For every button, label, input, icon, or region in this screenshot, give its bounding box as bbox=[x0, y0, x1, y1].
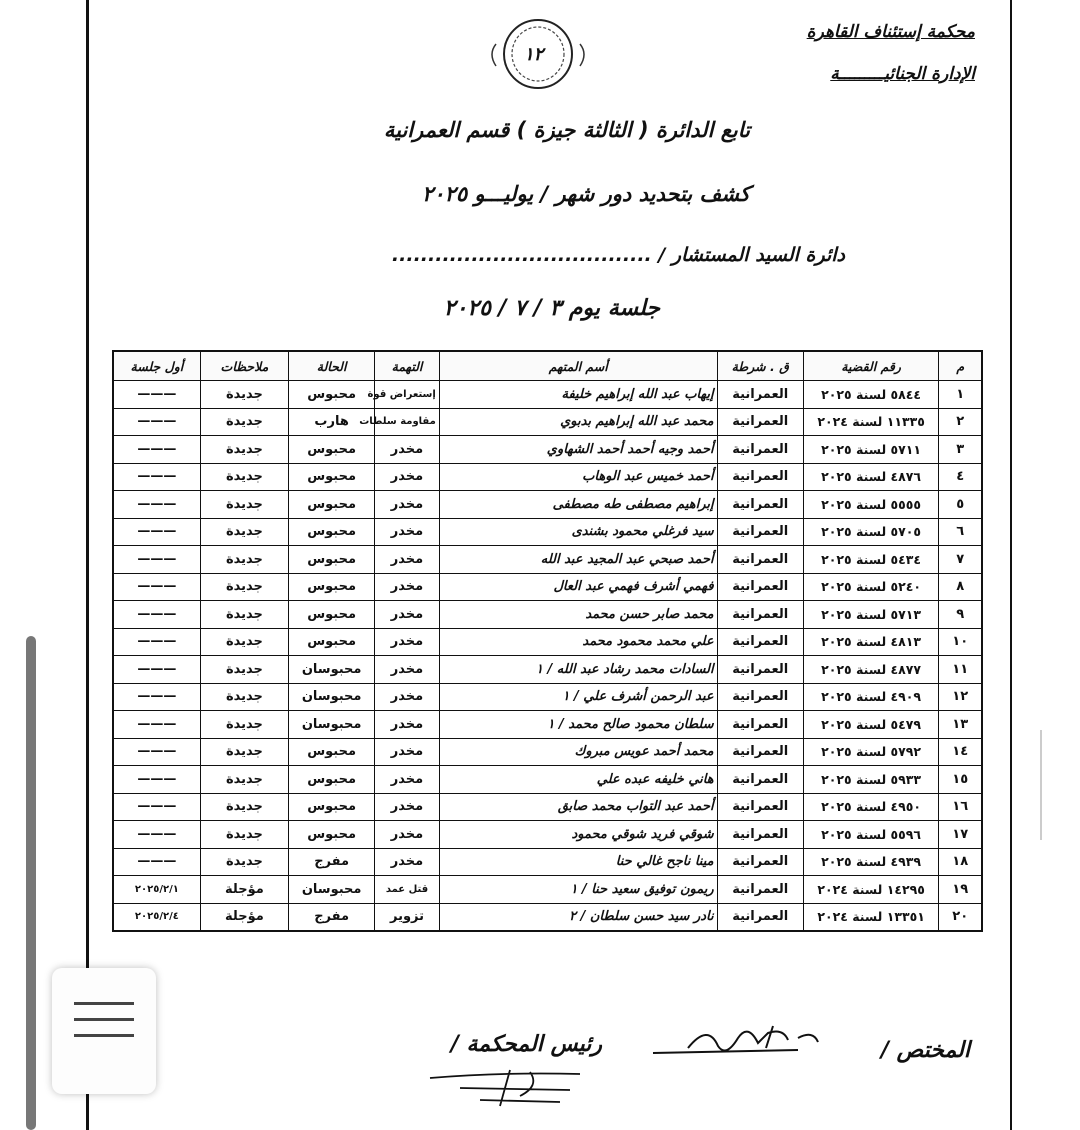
row-number: ١١ bbox=[939, 656, 982, 684]
charge: مخدر bbox=[375, 821, 440, 849]
notes: جديدة bbox=[200, 628, 288, 656]
col-header-case: رقم القضية bbox=[803, 351, 939, 381]
charge: مخدر bbox=[375, 766, 440, 794]
defendant-name: هاني خليفه عبده علي bbox=[439, 766, 717, 794]
case-number: ٥٤٧٩ لسنة ٢٠٢٥ bbox=[803, 711, 939, 739]
table-row bbox=[113, 738, 982, 766]
status: محبوس bbox=[289, 518, 375, 546]
row-number: ٨ bbox=[939, 573, 982, 601]
defendant-name: محمد عبد الله إبراهيم بدبوي bbox=[439, 408, 717, 436]
police-station: العمرانية bbox=[717, 436, 803, 464]
row-number: ٣ bbox=[939, 436, 982, 464]
defendant-name: محمد صابر حسن محمد bbox=[439, 601, 717, 629]
col-header-number: م bbox=[939, 351, 982, 381]
notes: جديدة bbox=[200, 738, 288, 766]
row-number: ١٦ bbox=[939, 793, 982, 821]
notes: جديدة bbox=[200, 601, 288, 629]
first-session: ——— bbox=[113, 601, 200, 629]
police-station: العمرانية bbox=[717, 848, 803, 876]
col-header-status: الحالة bbox=[289, 351, 375, 381]
police-station: العمرانية bbox=[717, 821, 803, 849]
police-station: العمرانية bbox=[717, 628, 803, 656]
status: محبوس bbox=[289, 601, 375, 629]
first-session: ——— bbox=[113, 546, 200, 574]
first-session: ——— bbox=[113, 656, 200, 684]
first-session: ——— bbox=[113, 766, 200, 794]
status: محبوس bbox=[289, 491, 375, 519]
notes: جديدة bbox=[200, 683, 288, 711]
first-session: ——— bbox=[113, 518, 200, 546]
defendant-name: إبراهيم مصطفى طه مصطفى bbox=[439, 491, 717, 519]
status: محبوسان bbox=[289, 683, 375, 711]
defendant-name: نادر سيد حسن سلطان / ٢ bbox=[439, 903, 717, 931]
first-session: ——— bbox=[113, 381, 200, 409]
case-number: ٥٧١١ لسنة ٢٠٢٥ bbox=[803, 436, 939, 464]
defendant-name: سيد فرغلي محمود بشندى bbox=[439, 518, 717, 546]
table-row bbox=[113, 463, 982, 491]
status: محبوسان bbox=[289, 656, 375, 684]
police-station: العمرانية bbox=[717, 463, 803, 491]
status: محبوس bbox=[289, 793, 375, 821]
charge: مخدر bbox=[375, 436, 440, 464]
first-session: ——— bbox=[113, 793, 200, 821]
first-session: ——— bbox=[113, 848, 200, 876]
row-number: ١٧ bbox=[939, 821, 982, 849]
notes: جديدة bbox=[200, 408, 288, 436]
status: محبوس bbox=[289, 573, 375, 601]
status: هارب bbox=[289, 408, 375, 436]
police-station: العمرانية bbox=[717, 656, 803, 684]
first-session: ——— bbox=[113, 408, 200, 436]
case-number: ٥٩٣٣ لسنة ٢٠٢٥ bbox=[803, 766, 939, 794]
police-station: العمرانية bbox=[717, 573, 803, 601]
charge: مخدر bbox=[375, 683, 440, 711]
charge: مخدر bbox=[375, 656, 440, 684]
court-name: محكمة إستئناف القاهرة bbox=[806, 22, 975, 42]
status: مفرج bbox=[289, 848, 375, 876]
defendant-name: محمد أحمد عويس مبروك bbox=[439, 738, 717, 766]
case-number: ٥٨٤٤ لسنة ٢٠٢٥ bbox=[803, 381, 939, 409]
defendant-name: أحمد صبحي عبد المجيد عبد الله bbox=[439, 546, 717, 574]
defendant-name: مينا ناجح غالي حنا bbox=[439, 848, 717, 876]
notes: جديدة bbox=[200, 711, 288, 739]
charge: مخدر bbox=[375, 601, 440, 629]
seal-number: ١٢ bbox=[524, 44, 544, 65]
case-number: ٥٧٩٢ لسنة ٢٠٢٥ bbox=[803, 738, 939, 766]
police-station: العمرانية bbox=[717, 903, 803, 931]
notes: جديدة bbox=[200, 518, 288, 546]
first-session: ——— bbox=[113, 436, 200, 464]
notes: جديدة bbox=[200, 793, 288, 821]
table-row bbox=[113, 546, 982, 574]
col-header-first-session: أول جلسة bbox=[113, 351, 200, 381]
department-name: الإدارة الجنائيـــــــــة bbox=[830, 64, 975, 84]
table-row bbox=[113, 876, 982, 904]
row-number: ١٤ bbox=[939, 738, 982, 766]
defendant-name: سلطان محمود صالح محمد / ١ bbox=[439, 711, 717, 739]
status: محبوس bbox=[289, 381, 375, 409]
notes: جديدة bbox=[200, 821, 288, 849]
first-session: ——— bbox=[113, 683, 200, 711]
charge: مخدر bbox=[375, 711, 440, 739]
judge-line: دائرة السيد المستشار / .................................... bbox=[391, 244, 845, 266]
table-row bbox=[113, 601, 982, 629]
charge: مخدر bbox=[375, 463, 440, 491]
defendant-name: شوقي فريد شوقي محمود bbox=[439, 821, 717, 849]
table-row bbox=[113, 766, 982, 794]
charge: مخدر bbox=[375, 518, 440, 546]
table-row bbox=[113, 573, 982, 601]
notes: جديدة bbox=[200, 491, 288, 519]
case-number: ١٣٣٥١ لسنة ٢٠٢٤ bbox=[803, 903, 939, 931]
notes: مؤجلة bbox=[200, 876, 288, 904]
first-session: ——— bbox=[113, 628, 200, 656]
col-header-police: ق . شرطة bbox=[717, 351, 803, 381]
table-row bbox=[113, 711, 982, 739]
case-number: ٤٨٧٧ لسنة ٢٠٢٥ bbox=[803, 656, 939, 684]
cases-table bbox=[112, 350, 983, 932]
circuit-line: تابع الدائرة ( الثالثة جيزة ) قسم العمرانية bbox=[383, 118, 750, 142]
table-row bbox=[113, 903, 982, 931]
table-row bbox=[113, 628, 982, 656]
menu-button[interactable] bbox=[52, 968, 156, 1094]
table-row bbox=[113, 381, 982, 409]
clerk-signature-label: المختص / bbox=[880, 1038, 970, 1063]
charge: مخدر bbox=[375, 738, 440, 766]
row-number: ٦ bbox=[939, 518, 982, 546]
defendant-name: ريمون توفيق سعيد حنا / ١ bbox=[439, 876, 717, 904]
status: محبوس bbox=[289, 766, 375, 794]
charge: مخدر bbox=[375, 491, 440, 519]
case-number: ٥٥٩٦ لسنة ٢٠٢٥ bbox=[803, 821, 939, 849]
police-station: العمرانية bbox=[717, 601, 803, 629]
table-row bbox=[113, 848, 982, 876]
notes: جديدة bbox=[200, 381, 288, 409]
first-session: ——— bbox=[113, 463, 200, 491]
table-row bbox=[113, 821, 982, 849]
charge: مخدر bbox=[375, 573, 440, 601]
judge-signature-label: رئيس المحكمة / bbox=[450, 1032, 602, 1057]
charge: مخدر bbox=[375, 546, 440, 574]
row-number: ٢ bbox=[939, 408, 982, 436]
case-number: ١١٣٣٥ لسنة ٢٠٢٤ bbox=[803, 408, 939, 436]
police-station: العمرانية bbox=[717, 381, 803, 409]
table-row bbox=[113, 491, 982, 519]
row-number: ١٣ bbox=[939, 711, 982, 739]
status: محبوس bbox=[289, 436, 375, 464]
defendant-name: عبد الرحمن أشرف علي / ١ bbox=[439, 683, 717, 711]
case-number: ٥٥٥٥ لسنة ٢٠٢٥ bbox=[803, 491, 939, 519]
row-number: ١٠ bbox=[939, 628, 982, 656]
charge: تزوير bbox=[375, 903, 440, 931]
police-station: العمرانية bbox=[717, 408, 803, 436]
notes: جديدة bbox=[200, 848, 288, 876]
charge: إستعراض قوة bbox=[375, 381, 440, 409]
row-number: ٧ bbox=[939, 546, 982, 574]
session-line: جلسة يوم ٣ / ٧ / ٢٠٢٥ bbox=[443, 296, 660, 321]
defendant-name: فهمي أشرف فهمي عبد العال bbox=[439, 573, 717, 601]
police-station: العمرانية bbox=[717, 766, 803, 794]
case-number: ٤٩٠٩ لسنة ٢٠٢٥ bbox=[803, 683, 939, 711]
table-header-row bbox=[113, 351, 982, 381]
police-station: العمرانية bbox=[717, 738, 803, 766]
charge: مخدر bbox=[375, 848, 440, 876]
status: مفرج bbox=[289, 903, 375, 931]
notes: جديدة bbox=[200, 766, 288, 794]
scrollbar[interactable] bbox=[26, 636, 36, 1130]
notes: جديدة bbox=[200, 573, 288, 601]
case-number: ٥٧٠٥ لسنة ٢٠٢٥ bbox=[803, 518, 939, 546]
notes: مؤجلة bbox=[200, 903, 288, 931]
defendant-name: إيهاب عبد الله إبراهيم خليفة bbox=[439, 381, 717, 409]
case-number: ٥٢٤٠ لسنة ٢٠٢٥ bbox=[803, 573, 939, 601]
row-number: ١٩ bbox=[939, 876, 982, 904]
page-right-border bbox=[1010, 0, 1012, 1130]
defendant-name: أحمد وجيه أحمد أحمد الشهاوي bbox=[439, 436, 717, 464]
table-row bbox=[113, 656, 982, 684]
edge-mark bbox=[1040, 730, 1042, 840]
table-row bbox=[113, 408, 982, 436]
row-number: ١٥ bbox=[939, 766, 982, 794]
police-station: العمرانية bbox=[717, 683, 803, 711]
status: محبوسان bbox=[289, 711, 375, 739]
status: محبوس bbox=[289, 463, 375, 491]
police-station: العمرانية bbox=[717, 711, 803, 739]
first-session: ——— bbox=[113, 573, 200, 601]
defendant-name: علي محمد محمود محمد bbox=[439, 628, 717, 656]
status: محبوس bbox=[289, 628, 375, 656]
case-number: ٤٨١٣ لسنة ٢٠٢٥ bbox=[803, 628, 939, 656]
first-session: ٢٠٢٥/٢/١ bbox=[113, 876, 200, 904]
status: محبوس bbox=[289, 546, 375, 574]
charge: مخدر bbox=[375, 793, 440, 821]
row-number: ١ bbox=[939, 381, 982, 409]
table-row bbox=[113, 793, 982, 821]
page-left-border bbox=[86, 0, 89, 1130]
status: محبوسان bbox=[289, 876, 375, 904]
status: محبوس bbox=[289, 738, 375, 766]
case-number: ٥٤٣٤ لسنة ٢٠٢٥ bbox=[803, 546, 939, 574]
row-number: ٤ bbox=[939, 463, 982, 491]
table-row bbox=[113, 683, 982, 711]
notes: جديدة bbox=[200, 656, 288, 684]
judge-signature bbox=[420, 1066, 600, 1110]
first-session: ——— bbox=[113, 821, 200, 849]
police-station: العمرانية bbox=[717, 876, 803, 904]
case-number: ٤٩٣٩ لسنة ٢٠٢٥ bbox=[803, 848, 939, 876]
notes: جديدة bbox=[200, 463, 288, 491]
col-header-notes: ملاحظات bbox=[200, 351, 288, 381]
case-number: ٤٨٧٦ لسنة ٢٠٢٥ bbox=[803, 463, 939, 491]
table-row bbox=[113, 436, 982, 464]
police-station: العمرانية bbox=[717, 491, 803, 519]
status: محبوس bbox=[289, 821, 375, 849]
col-header-charge: التهمة bbox=[375, 351, 440, 381]
clerk-signature bbox=[648, 1018, 828, 1068]
first-session: ——— bbox=[113, 491, 200, 519]
row-number: ١٢ bbox=[939, 683, 982, 711]
charge: مقاومة سلطات bbox=[375, 408, 440, 436]
row-number: ٥ bbox=[939, 491, 982, 519]
police-station: العمرانية bbox=[717, 793, 803, 821]
case-number: ١٤٢٩٥ لسنة ٢٠٢٤ bbox=[803, 876, 939, 904]
first-session: ——— bbox=[113, 711, 200, 739]
row-number: ١٨ bbox=[939, 848, 982, 876]
notes: جديدة bbox=[200, 546, 288, 574]
police-station: العمرانية bbox=[717, 546, 803, 574]
notes: جديدة bbox=[200, 436, 288, 464]
charge: مخدر bbox=[375, 628, 440, 656]
first-session: ٢٠٢٥/٢/٤ bbox=[113, 903, 200, 931]
row-number: ٩ bbox=[939, 601, 982, 629]
case-number: ٥٧١٣ لسنة ٢٠٢٥ bbox=[803, 601, 939, 629]
case-number: ٤٩٥٠ لسنة ٢٠٢٥ bbox=[803, 793, 939, 821]
report-title: كشف بتحديد دور شهر / يوليـــو ٢٠٢٥ bbox=[422, 182, 750, 206]
table-row bbox=[113, 518, 982, 546]
row-number: ٢٠ bbox=[939, 903, 982, 931]
defendant-name: السادات محمد رشاد عبد الله / ١ bbox=[439, 656, 717, 684]
defendant-name: أحمد خميس عبد الوهاب bbox=[439, 463, 717, 491]
charge: قتل عمد bbox=[375, 876, 440, 904]
col-header-name: أسم المتهم bbox=[439, 351, 717, 381]
defendant-name: أحمد عبد التواب محمد صابق bbox=[439, 793, 717, 821]
police-station: العمرانية bbox=[717, 518, 803, 546]
first-session: ——— bbox=[113, 738, 200, 766]
